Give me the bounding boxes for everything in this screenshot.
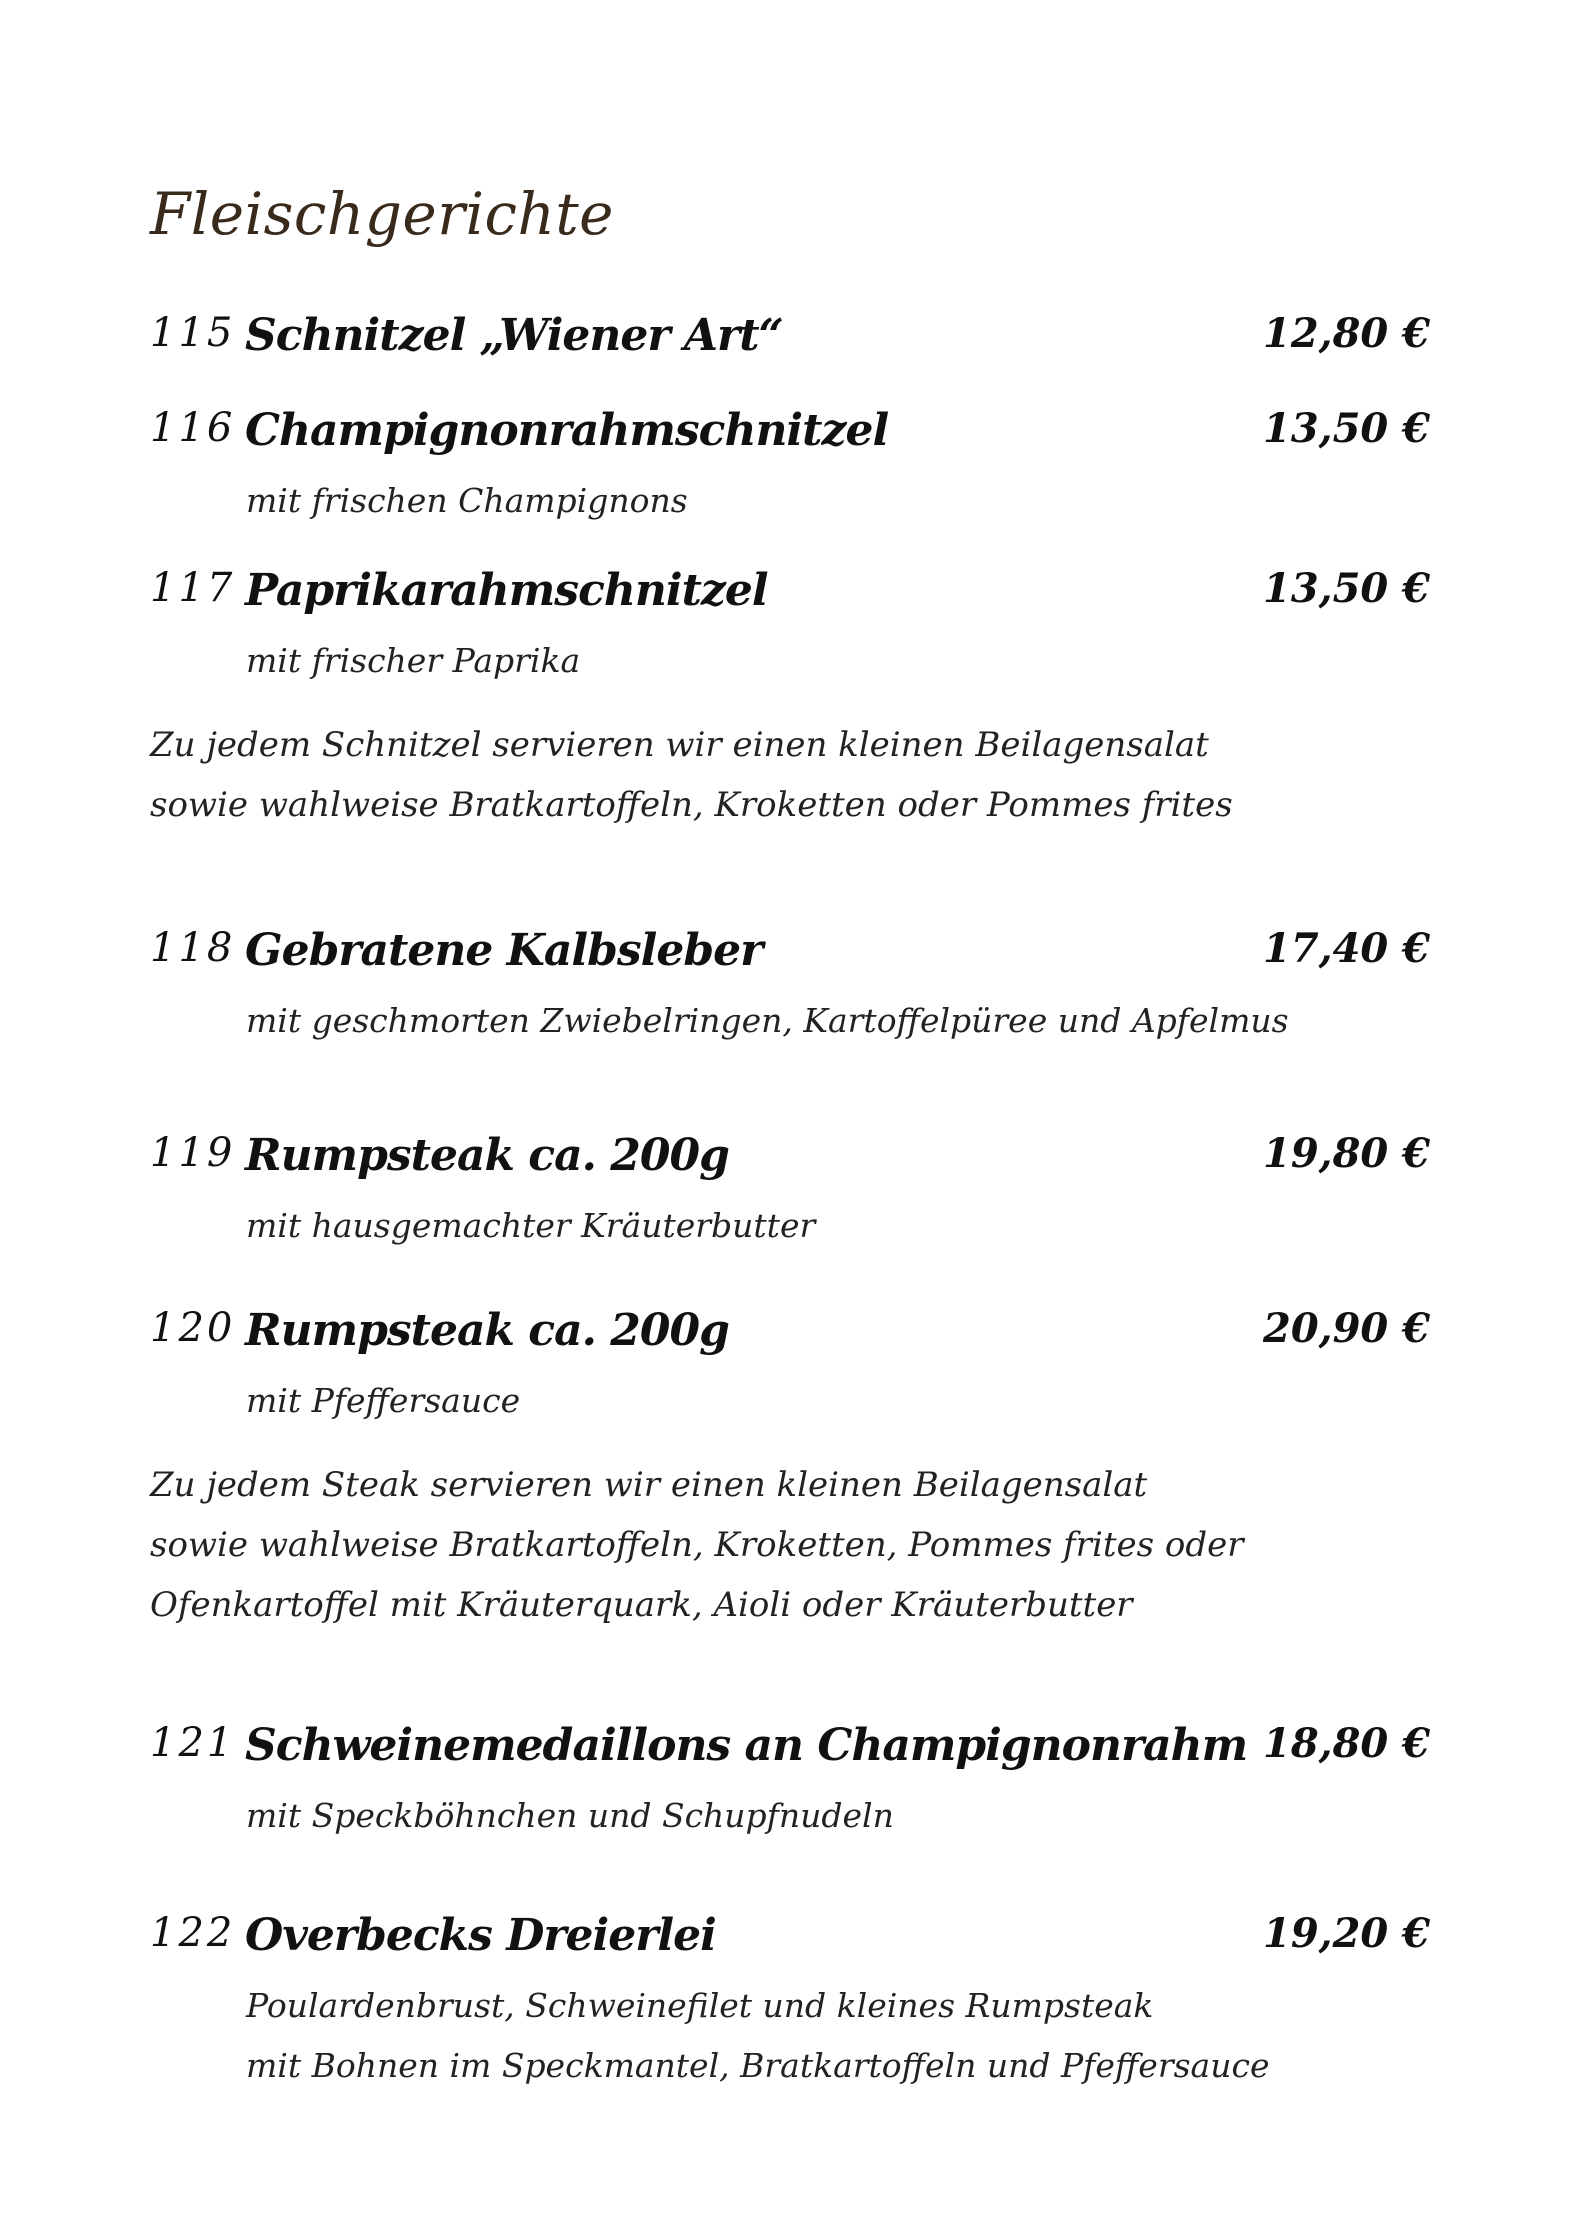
dish-description: Poulardenbrust, Schweinefilet und kleines Rumpsteak (246, 1986, 1154, 2025)
dish-item (150, 310, 1430, 376)
dish-number: 119 (150, 1130, 236, 1176)
dish-number: 122 (150, 1910, 236, 1956)
dish-item (150, 1910, 1430, 2096)
dish-description: mit Bohnen im Speckmantel, Bratkartoffeln und Pfeffersauce (246, 2046, 1270, 2085)
dish-name: Rumpsteak ca. 200g (245, 1305, 729, 1356)
steak-side-note (150, 1455, 1350, 1635)
dish-item (150, 1130, 1430, 1256)
note-line: Zu jedem Schnitzel servieren wir einen kleinen Beilagensalat (150, 725, 1209, 765)
page-title: Fleischgerichte (150, 180, 614, 248)
dish-price: 13,50 € (1262, 405, 1430, 452)
dish-item (150, 405, 1430, 531)
dish-price: 17,40 € (1262, 925, 1430, 972)
dish-description: mit frischen Champignons (246, 481, 688, 520)
dish-description: mit hausgemachter Kräuterbutter (246, 1206, 816, 1245)
note-line: Ofenkartoffel mit Kräuterquark, Aioli oder Kräuterbutter (150, 1585, 1133, 1625)
note-line: sowie wahlweise Bratkartoffeln, Kroketten, Pommes frites oder (150, 1525, 1244, 1565)
dish-name: Rumpsteak ca. 200g (245, 1130, 729, 1181)
dish-name: Schweinemedaillons an Champignonrahm (245, 1720, 1248, 1771)
dish-price: 19,80 € (1262, 1130, 1430, 1177)
dish-price: 19,20 € (1262, 1910, 1430, 1957)
dish-description: mit geschmorten Zwiebelringen, Kartoffelpüree und Apfelmus (246, 1001, 1289, 1040)
dish-number: 117 (150, 565, 236, 611)
note-line: sowie wahlweise Bratkartoffeln, Kroketten oder Pommes frites (150, 785, 1233, 825)
dish-item (150, 1720, 1430, 1846)
schnitzel-side-note (150, 715, 1350, 835)
dish-number: 121 (150, 1720, 236, 1766)
dish-name: Champignonrahmschnitzel (245, 405, 889, 456)
dish-price: 12,80 € (1262, 310, 1430, 357)
dish-number: 120 (150, 1305, 236, 1351)
note-line: Zu jedem Steak servieren wir einen kleinen Beilagensalat (150, 1465, 1148, 1505)
dish-name: Schnitzel „Wiener Art“ (245, 310, 783, 361)
dish-item (150, 1305, 1430, 1431)
dish-name: Overbecks Dreierlei (245, 1910, 716, 1961)
dish-price: 18,80 € (1262, 1720, 1430, 1767)
dish-name: Gebratene Kalbsleber (245, 925, 763, 976)
dish-description: mit Pfeffersauce (246, 1381, 521, 1420)
dish-number: 115 (150, 310, 236, 356)
dish-description: mit Speckböhnchen und Schupfnudeln (246, 1796, 894, 1835)
dish-name: Paprikarahmschnitzel (245, 565, 768, 616)
dish-number: 116 (150, 405, 236, 451)
dish-item (150, 565, 1430, 691)
dish-item (150, 925, 1430, 1051)
dish-price: 13,50 € (1262, 565, 1430, 612)
dish-description: mit frischer Paprika (246, 641, 581, 680)
dish-number: 118 (150, 925, 236, 971)
dish-price: 20,90 € (1262, 1305, 1430, 1352)
